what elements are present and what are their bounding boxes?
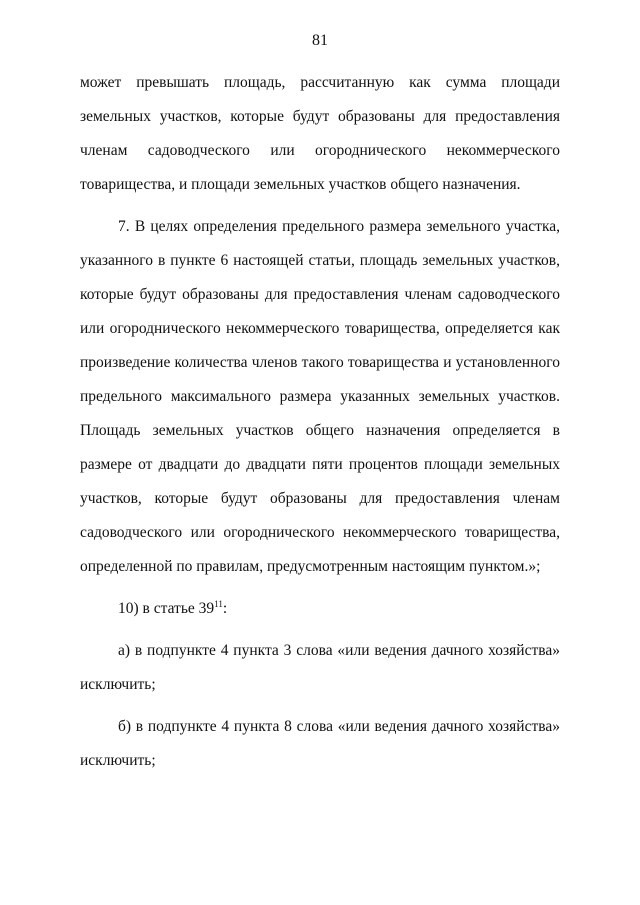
paragraph-subitem-b: б) в подпункте 4 пункта 8 слова «или ведения дачного хозяйства» исключить; [80, 718, 560, 769]
item-10-superscript: 11 [214, 598, 223, 609]
document-body [80, 66, 560, 778]
item-10-suffix: : [222, 600, 228, 617]
page-number: 81 [312, 32, 328, 49]
paragraph-continuation: может превышать площадь, рассчитанную как сумма площади земельных участков, которые будут образованы для предоставления членам садоводческого или огороднического некоммерческого товарищества, и площади земельных участков общего назначения. [80, 74, 560, 193]
paragraph-item-7: 7. В целях определения предельного размера земельного участка, указанного в пункте 6 настоящей статьи, площадь земельных участков, которые будут образованы для предоставления членам садоводческого или огороднического некоммерческого товарищества, определяется как произведение количества членов такого товарищества и установленного предельного максимального размера указанных земельных участков. Площадь земельных участков общего назначения определяется в размере от двадцати до двадцати пяти процентов площади земельных участков, которые будут образованы для предоставления членам садоводческого или огороднического некоммерческого товарищества, определенной по правилам, предусмотренным настоящим пунктом.»; [80, 218, 560, 575]
item-10-text: 10) в статье 39 [118, 600, 215, 617]
paragraph-subitem-a: а) в подпункте 4 пункта 3 слова «или ведения дачного хозяйства» исключить; [80, 642, 560, 693]
paragraph-item-10 [80, 592, 560, 626]
